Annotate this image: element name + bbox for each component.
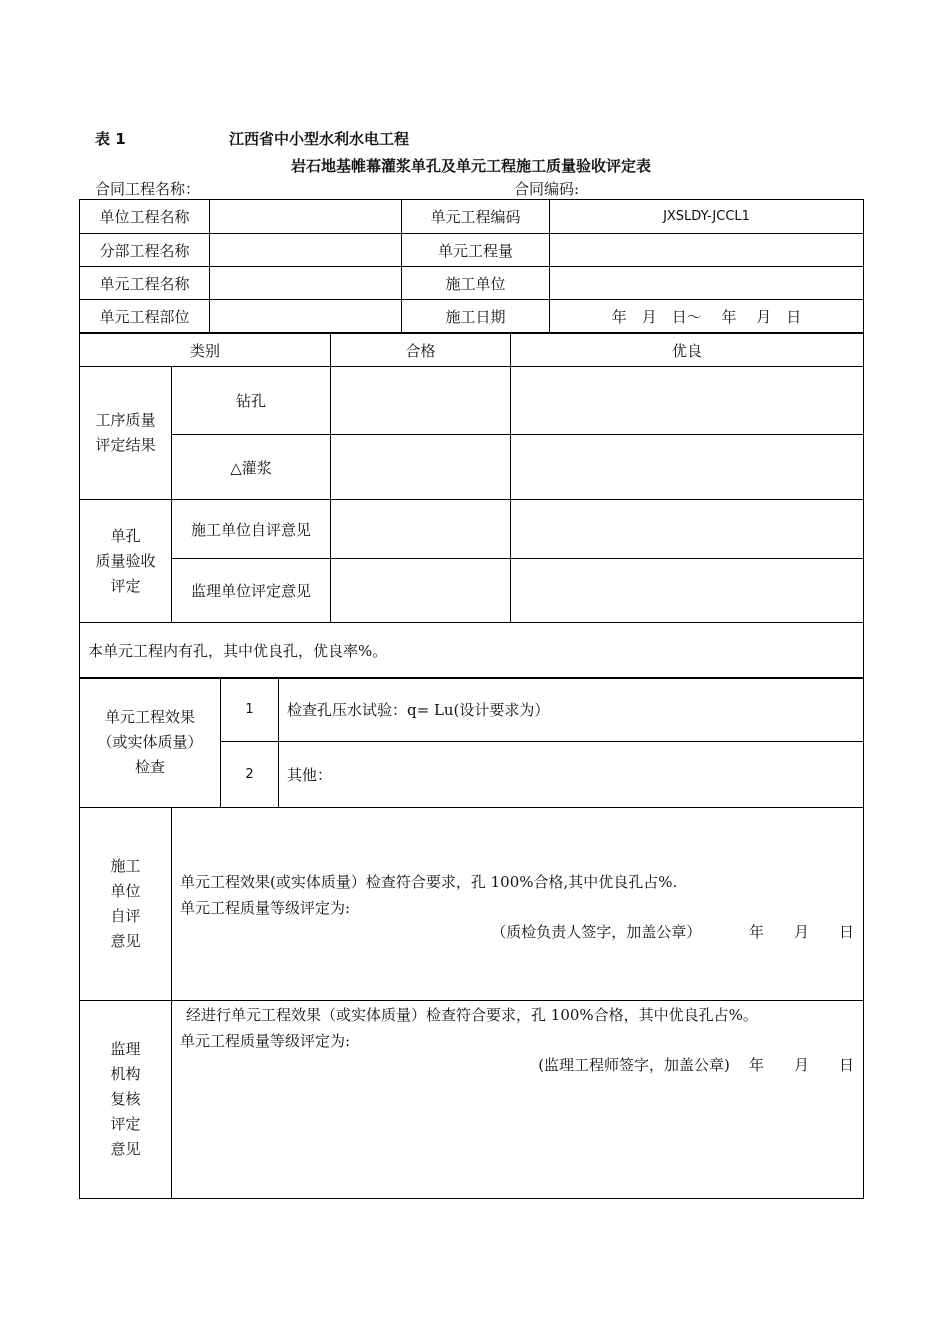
info-row bbox=[80, 300, 864, 333]
opinion-label-line: 复核 bbox=[110, 1090, 141, 1108]
construction-date: 年 月 日 bbox=[748, 923, 854, 941]
opinion-table bbox=[79, 807, 864, 1199]
single-hole-line: 单孔 bbox=[110, 526, 141, 545]
effect-item-number: 1 bbox=[221, 678, 279, 742]
supervisor-eval-excellent-cell[interactable] bbox=[511, 559, 864, 623]
effect-item-number: 2 bbox=[221, 742, 279, 808]
sub-project-name-label: 分部工程名称 bbox=[80, 234, 210, 267]
construction-date-value[interactable]: 年 月 日～ 年 月 日 bbox=[550, 300, 864, 333]
summary-text: 本单元工程内有孔，其中优良孔，优良率%。 bbox=[80, 623, 864, 679]
effect-row bbox=[80, 678, 864, 742]
supervision-opinion-line2: 单元工程质量等级评定为: bbox=[180, 1032, 351, 1050]
element-quantity-value[interactable] bbox=[550, 234, 864, 267]
process-result-line: 评定结果 bbox=[95, 436, 156, 454]
construction-unit-value[interactable] bbox=[550, 267, 864, 300]
self-eval-label: 施工单位自评意见 bbox=[172, 500, 331, 559]
info-row bbox=[80, 267, 864, 300]
drilling-excellent-cell[interactable] bbox=[511, 367, 864, 435]
summary-row bbox=[80, 623, 864, 679]
element-location-label: 单元工程部位 bbox=[80, 300, 210, 333]
construction-opinion-sign-line bbox=[491, 921, 854, 942]
supervision-sign: (监理工程师签字，加盖公章) bbox=[538, 1056, 730, 1074]
drilling-qualified-cell[interactable] bbox=[331, 367, 511, 435]
grouting-qualified-cell[interactable] bbox=[331, 435, 511, 500]
main-title-text: 岩石地基帷幕灌浆单孔及单元工程施工质量验收评定表 bbox=[290, 157, 651, 175]
effect-label-line: 检查 bbox=[134, 758, 165, 776]
effect-label-line: （或实体质量） bbox=[97, 733, 203, 751]
contract-code-label: 合同编码: bbox=[514, 180, 580, 198]
construction-opinion-content[interactable] bbox=[172, 808, 864, 1001]
construction-opinion-line2: 单元工程质量等级评定为: bbox=[180, 899, 351, 917]
supervision-opinion-row bbox=[80, 1001, 864, 1199]
construction-unit-label: 施工单位 bbox=[402, 267, 550, 300]
element-code-label: 单元工程编码 bbox=[402, 200, 550, 234]
process-result-label bbox=[80, 367, 172, 500]
construction-opinion-row bbox=[80, 808, 864, 1001]
supervisor-eval-label: 监理单位评定意见 bbox=[172, 559, 331, 623]
process-result-line: 工序质量 bbox=[95, 411, 156, 429]
grade-row bbox=[80, 559, 864, 623]
contract-name-label: 合同工程名称： bbox=[95, 180, 201, 198]
info-table bbox=[79, 199, 864, 333]
opinion-label-line: 评定 bbox=[110, 1115, 141, 1133]
self-eval-excellent-cell[interactable] bbox=[511, 500, 864, 559]
supervisor-eval-qualified-cell[interactable] bbox=[331, 559, 511, 623]
construction-opinion-label bbox=[80, 808, 172, 1001]
category-header: 类别 bbox=[80, 334, 331, 367]
grouting-excellent-cell[interactable] bbox=[511, 435, 864, 500]
grouting-label: △灌浆 bbox=[172, 435, 331, 500]
element-location-value[interactable] bbox=[210, 300, 402, 333]
opinion-label-line: 机构 bbox=[110, 1065, 141, 1083]
single-hole-line: 质量验收 bbox=[95, 551, 156, 570]
opinion-label-line: 单位 bbox=[110, 882, 141, 900]
supervision-date: 年 月 日 bbox=[748, 1056, 854, 1074]
unit-project-name-label: 单位工程名称 bbox=[80, 200, 210, 234]
drilling-label: 钻孔 bbox=[172, 367, 331, 435]
supervision-opinion-content[interactable] bbox=[172, 1001, 864, 1199]
element-quantity-label: 单元工程量 bbox=[402, 234, 550, 267]
grade-header-row bbox=[80, 334, 864, 367]
supervision-opinion-label bbox=[80, 1001, 172, 1199]
sub-project-name-value[interactable] bbox=[210, 234, 402, 267]
opinion-label-line: 自评 bbox=[110, 907, 141, 925]
supervision-opinion-line1: 经进行单元工程效果（或实体质量）检查符合要求，孔 100%合格，其中优良孔占%。 bbox=[186, 1006, 758, 1024]
construction-opinion-line1: 单元工程效果(或实体质量）检查符合要求，孔 100%合格,其中优良孔占%. bbox=[180, 873, 678, 891]
element-code-value[interactable]: JXSLDY-JCCL1 bbox=[550, 200, 864, 234]
opinion-label-line: 意见 bbox=[110, 1140, 141, 1158]
supervision-opinion-sign-line bbox=[538, 1054, 854, 1075]
opinion-label-line: 意见 bbox=[110, 932, 141, 950]
element-name-value[interactable] bbox=[210, 267, 402, 300]
info-row bbox=[80, 200, 864, 234]
opinion-label-line: 监理 bbox=[110, 1040, 141, 1058]
excellent-header: 优良 bbox=[511, 334, 864, 367]
table-number: 表 1 bbox=[95, 130, 126, 148]
effect-table bbox=[79, 677, 864, 808]
construction-sign: （质检负责人签字，加盖公章） bbox=[491, 923, 702, 941]
effect-item-text[interactable]: 检查孔压水试验：q= Lu(设计要求为） bbox=[279, 678, 864, 742]
effect-item-text[interactable]: 其他： bbox=[279, 742, 864, 808]
self-eval-qualified-cell[interactable] bbox=[331, 500, 511, 559]
grade-row bbox=[80, 435, 864, 500]
grade-row bbox=[80, 500, 864, 559]
construction-date-label: 施工日期 bbox=[402, 300, 550, 333]
info-row bbox=[80, 234, 864, 267]
grade-row bbox=[80, 367, 864, 435]
opinion-label-line: 施工 bbox=[110, 857, 141, 875]
effect-label bbox=[80, 678, 221, 808]
single-hole-line: 评定 bbox=[110, 576, 141, 595]
main-title bbox=[0, 155, 950, 176]
org-title: 江西省中小型水利水电工程 bbox=[229, 130, 410, 148]
qualified-header: 合格 bbox=[331, 334, 511, 367]
unit-project-name-value[interactable] bbox=[210, 200, 402, 234]
effect-label-line: 单元工程效果 bbox=[104, 708, 195, 726]
single-hole-label bbox=[80, 500, 172, 623]
grade-table bbox=[79, 333, 864, 679]
element-name-label: 单元工程名称 bbox=[80, 267, 210, 300]
